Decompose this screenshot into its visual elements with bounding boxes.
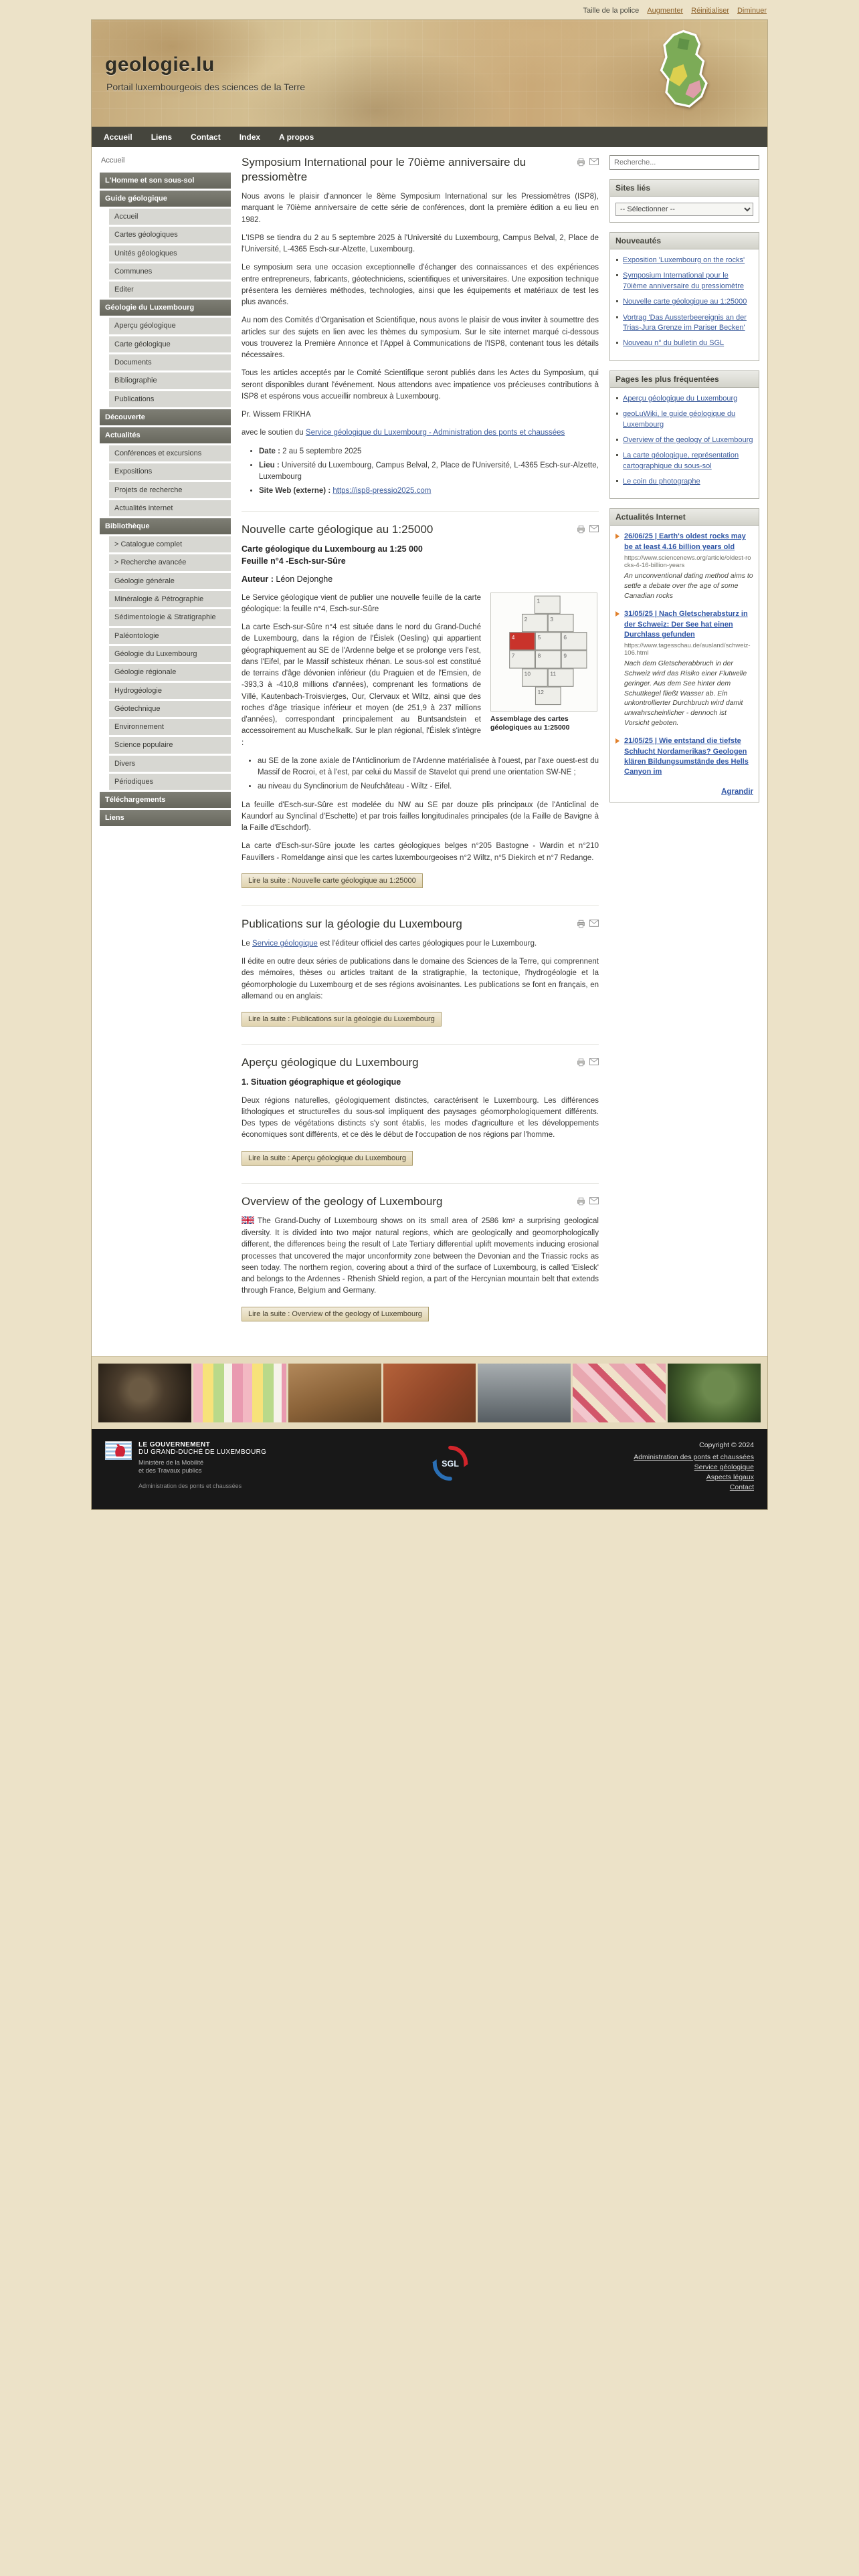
carte-author: Auteur : Léon Dejonghe <box>242 574 333 584</box>
svg-text:1: 1 <box>537 597 541 605</box>
lux-map-icon <box>652 28 725 114</box>
map-assemblage-figure <box>490 593 599 733</box>
print-icon[interactable] <box>577 1197 585 1209</box>
list-item <box>615 255 753 265</box>
nouveautes-box <box>609 232 759 361</box>
pages-frequentees-box <box>609 370 759 500</box>
page-link[interactable]: La carte géologique, représentation cartographique du sous-sol <box>623 451 739 470</box>
left-sidebar <box>100 155 231 828</box>
paragraph: La feuille d'Esch-sur-Sûre est modelée du NW au SE par douze plis principaux (de l'Anticlinal de Kaundorf au Synclinal d'Eschette) et par trois failles longitudinales principales (de la Faille de Bavigne à la Faille d'Eschdorf). <box>242 800 599 833</box>
breadcrumb-home[interactable]: Accueil <box>101 156 125 165</box>
news-headline-link[interactable]: 26/06/25 | Earth's oldest rocks may be at least 4.16 billion years old <box>624 532 746 551</box>
sgl-logo <box>431 1444 470 1485</box>
read-more-button[interactable]: Lire la suite : Publications sur la géologie du Luxembourg <box>242 1012 442 1027</box>
carte-subtitle: Carte géologique du Luxembourg au 1:25 000 Feuille n°4 -Esch-sur-Sûre <box>242 544 423 566</box>
article-apercu <box>242 1044 599 1170</box>
sidebar-item-hydrogeologie[interactable]: Hydrogéologie <box>109 683 231 699</box>
article-title[interactable]: Overview of the geology of Luxembourg <box>242 1194 443 1208</box>
sidebar-section-bibliotheque[interactable]: Bibliothèque <box>100 518 231 534</box>
paragraph: Il édite en outre deux séries de publications dans le domaine des Sciences de la Terre, qui comprennent des mémoires, thèses ou articles traitant de la stratigraphie, la tectonique, l'hydrogéologie et la géomorphologie du Luxembourg et de ses régions avoisinantes. Les publications se font en français, en allemand ou en anglais: <box>242 958 599 1000</box>
gov-logo <box>105 1441 132 1490</box>
sidebar-item-mineralogie-petrographie[interactable]: Minéralogie & Pétrographie <box>109 591 231 607</box>
sidebar-item-liens[interactable]: Liens <box>100 810 231 826</box>
sidebar-item-geotechnique[interactable]: Géotechnique <box>109 701 231 717</box>
nav-item-index[interactable]: Index <box>239 132 261 142</box>
bullet: • au SE de la zone axiale de l'Anticlinorium de l'Ardenne matérialisée à l'ouest, par l'axe ouest-est du Massif de Rocroi, et à l'est, par celui du Massif de Stavelot qui prend une orientation SW-NE ; <box>258 756 599 779</box>
read-more-button[interactable]: Lire la suite : Overview of the geology of Luxembourg <box>242 1307 429 1321</box>
svg-text:5: 5 <box>537 633 541 641</box>
list-item <box>615 435 753 445</box>
svg-text:10: 10 <box>524 670 531 677</box>
sidebar-item-telechargements[interactable]: Téléchargements <box>100 792 231 808</box>
gov-block <box>105 1441 266 1490</box>
sidebar-item-documents[interactable]: Documents <box>109 354 231 370</box>
main-nav <box>92 127 767 147</box>
sidebar-item-periodiques[interactable]: Périodiques <box>109 774 231 790</box>
svg-text:9: 9 <box>563 651 567 659</box>
footer-link-administration[interactable]: Administration des ponts et chaussées <box>634 1453 754 1461</box>
paragraph: La carte d'Esch-sur-Sûre jouxte les cartes géologiques belges n°205 Bastogne - Wardin et n°210 Fauvillers - Romeldange ainsi que les cartes luxembourgeoises n°2 Wiltz, n°5 Diekirch et n°7 Redange. <box>242 842 599 862</box>
strip-photo-gray-rocks <box>478 1364 571 1422</box>
paragraph: Le symposium sera une occasion exceptionnelle d'échanger des connaissances et des expériences entre entrepreneurs, fabricants, géotechniciens, scientifiques et universitaires. Une exposition technique présentera les dernières méthodes, technologies, ainsi que les équipements et matériaux de test les plus avancés. <box>242 263 599 307</box>
email-icon[interactable] <box>589 525 599 537</box>
nouveaute-link[interactable]: Nouveau n° du bulletin du SGL <box>623 339 725 348</box>
nouveaute-link[interactable]: Nouvelle carte géologique au 1:25000 <box>623 298 747 306</box>
sidebar-item-science-populaire[interactable]: Science populaire <box>109 737 231 753</box>
read-more-button[interactable]: Lire la suite : Nouvelle carte géologique au 1:25000 <box>242 873 423 888</box>
print-icon[interactable] <box>577 525 585 537</box>
svg-text:7: 7 <box>511 651 515 659</box>
sidebar-item-paleontologie[interactable]: Paléontologie <box>109 628 231 644</box>
font-size-label: Taille de la police <box>583 7 640 15</box>
email-icon[interactable] <box>589 920 599 932</box>
list-item <box>615 394 753 404</box>
email-icon[interactable] <box>589 158 599 185</box>
bullet: • au niveau du Synclinorium de Neufchâteau - Wiltz - Eifel. <box>258 781 599 792</box>
strip-photo-fossil <box>98 1364 191 1422</box>
print-icon[interactable] <box>577 1058 585 1070</box>
news-entry <box>615 532 753 601</box>
box-title: Sites liés <box>610 180 759 197</box>
sidebar-item-bibliographie[interactable]: Bibliographie <box>109 372 231 389</box>
detail-lieu: • Lieu : Université du Luxembourg, Campus Belval, 2, Place de l'Université, L-4365 Esch-sur-Alzette, Luxembourg <box>259 460 599 484</box>
footer-link-contact[interactable]: Contact <box>729 1483 754 1491</box>
main-column <box>239 155 601 1339</box>
news-summary: Nach dem Gletscherabbruch in der Schweiz wird das Risiko einer Flutwelle geringer. Aus dem See hinter dem Schuttkegel fließt Wasser ab. Ein unkontrollierter Durchbruch wird damit unwahrscheinlicher - dennoch ist Vorsicht geboten. <box>624 659 747 727</box>
strip-photo-red-rocks <box>383 1364 476 1422</box>
article-title[interactable]: Nouvelle carte géologique au 1:25000 <box>242 522 434 536</box>
sidebar-item-communes[interactable]: Communes <box>109 263 231 280</box>
site-title: geologie.lu <box>105 53 215 76</box>
paragraph: La carte Esch-sur-Sûre n°4 est située dans le nord du Grand-Duché de Luxembourg, dans la région de l'Éislek (Oesling) qui appartient géographiquement au SE de l'Ardenne belge et se prolonge vers l'est, dans l'Eifel, par le Massif schisteux rhénan. Le sous-sol est constitué de terrains d'âge dévonien inférieur (du Praguien et de l'Emsien, de -393,3 à -410,8 millions d'années), comprenant les formations de Villé, Kautenbach-Troisvierges, Our, Clervaux et Wiltz, ainsi que des roches d'âge triasique inférieur et moyen (de 251,9 à 237 millions d'années), correspondant principalement au Buntsandstein et accessoirement au Muschelkalk. Sur le plan régional, l'Éislek s'intègre : <box>242 623 481 747</box>
figure-caption: Assemblage des cartes géologiques au 1:25000 <box>490 714 570 732</box>
svg-text:8: 8 <box>537 651 541 659</box>
agrandir-row <box>615 786 753 796</box>
news-arrow-icon <box>615 611 619 617</box>
nouveautes-list <box>615 255 753 349</box>
svg-text:6: 6 <box>563 633 567 641</box>
article-title[interactable]: Aperçu géologique du Luxembourg <box>242 1056 419 1069</box>
paragraph: Deux régions naturelles, géologiquement distinctes, caractérisent le Luxembourg. Les différences lithologiques et structurelles du sous-sol impliquent des paysages géomorphologiquement différents. Des types de végétations distincts s'y sont établis, les modes d'agriculture et les développements économiques sont différents, et ce dès le début de l'occupation de nos régions par l'homme. <box>242 1096 599 1140</box>
news-entry <box>615 609 753 728</box>
sidebar-item-unites-geologiques[interactable]: Unités géologiques <box>109 245 231 261</box>
strip-photo-earth <box>288 1364 381 1422</box>
article-title[interactable]: Symposium International pour le 70ième anniversaire du pressiomètre <box>242 156 527 184</box>
sidebar-item-homme-sous-sol[interactable]: L'Homme et son sous-sol <box>100 173 231 189</box>
paragraph: Le Service géologique est l'éditeur officiel des cartes géologiques pour le Luxembourg. <box>242 939 537 948</box>
font-decrease-link[interactable]: Diminuer <box>737 7 767 15</box>
sidebar-section-guide-geologique[interactable]: Guide géologique <box>100 191 231 207</box>
article-actions <box>577 1194 599 1209</box>
search-input[interactable] <box>609 155 759 170</box>
sidebar-item-catalogue-complet[interactable]: > Catalogue complet <box>109 536 231 552</box>
font-reset-link[interactable]: Réinitialiser <box>691 7 729 15</box>
support-line: avec le soutien du Service géologique du Luxembourg - Administration des ponts et chaussées <box>242 429 565 437</box>
email-icon[interactable] <box>589 1197 599 1209</box>
footer <box>92 1429 767 1509</box>
read-more-button[interactable]: Lire la suite : Aperçu géologique du Luxembourg <box>242 1151 413 1166</box>
sites-lies-box <box>609 179 759 223</box>
copyright: Copyright © 2024 <box>699 1440 754 1449</box>
nouveaute-link[interactable]: Vortrag 'Das Aussterbeereignis an der Trias-Jura Grenze im Pariser Becken' <box>623 313 747 332</box>
svg-text:11: 11 <box>550 670 557 677</box>
font-increase-link[interactable]: Augmenter <box>647 7 684 15</box>
news-summary: An unconventional dating method aims to settle a debate over the age of some Canadian rocks <box>624 572 753 600</box>
list-item <box>615 477 753 487</box>
nav-item-accueil[interactable]: Accueil <box>104 132 132 142</box>
carte-bullets <box>258 756 599 793</box>
list-item <box>615 451 753 471</box>
sidebar-item-geologie-du-luxembourg[interactable]: Géologie du Luxembourg <box>109 646 231 662</box>
site-container <box>91 19 768 1510</box>
nav-item-a-propos[interactable]: A propos <box>279 132 314 142</box>
box-title: Pages les plus fréquentées <box>610 371 759 388</box>
sidebar-item-environnement[interactable]: Environnement <box>109 719 231 735</box>
paragraph-with-flag: The Grand-Duchy of Luxembourg shows on its small area of 2586 km² a surprising geological diversity. It is divided into two major natural regions, which are geologically and geomorphologically different, the differences being the result of Late Tertiary differential uplift movements inducing erosional processes that uncovered the major unconformity zone between the Devonian and the Triassic rocks as seen today. The northern region, covering about a third of the surface of Luxembourg, is called 'Eisleck' and belongs to the Ardennes - Rhenish Shield region, a part of the Hercynian mountain belt that extends through France, Belgium and Germany. <box>242 1216 599 1295</box>
sidebar-item-geologie-regionale[interactable]: Géologie régionale <box>109 664 231 680</box>
print-icon[interactable] <box>577 158 585 185</box>
font-size-controls <box>91 4 768 19</box>
list-item <box>615 409 753 430</box>
article-actions <box>577 522 599 537</box>
list-item <box>615 313 753 334</box>
gov-text: LE GOUVERNEMENT DU GRAND-DUCHÉ DE LUXEMBOURG Ministère de la Mobilité et des Travaux publics Administration des ponts et chaussées <box>138 1440 267 1490</box>
list-item <box>615 297 753 307</box>
sidebar-item-carte-geologique[interactable]: Carte géologique <box>109 336 231 352</box>
article-actions <box>577 917 599 932</box>
article-symposium <box>242 155 599 498</box>
nav-item-contact[interactable]: Contact <box>191 132 221 142</box>
news-url: https://www.tagesschau.de/ausland/schweiz-106.html <box>624 642 751 657</box>
strip-photo-pink-map <box>573 1364 666 1422</box>
paragraph: Le Service géologique vient de publier une nouvelle feuille de la carte géologique: la feuille n°4, Esch-sur-Sûre <box>242 593 481 613</box>
service-geologique-link[interactable]: Service géologique <box>252 939 318 948</box>
pages-list <box>615 394 753 488</box>
sidebar-section-actualites[interactable]: Actualités <box>100 427 231 443</box>
photo-strip <box>92 1356 767 1429</box>
footer-link-aspects-legaux[interactable]: Aspects légaux <box>706 1473 754 1481</box>
strip-photo-geological-map <box>193 1364 286 1422</box>
news-arrow-icon <box>615 534 619 539</box>
svg-text:3: 3 <box>550 615 554 623</box>
sidebar-item-divers[interactable]: Divers <box>109 756 231 772</box>
sidebar-item-recherche-avancee[interactable]: > Recherche avancée <box>109 554 231 570</box>
sidebar-item-conferences-excursions[interactable]: Conférences et excursions <box>109 445 231 461</box>
sidebar-section-geologie-luxembourg[interactable]: Géologie du Luxembourg <box>100 300 231 316</box>
nouveaute-link[interactable]: Exposition 'Luxembourg on the rocks' <box>623 256 745 264</box>
sites-lies-select[interactable] <box>615 203 753 216</box>
article-overview <box>242 1183 599 1325</box>
svg-text:SGL: SGL <box>441 1459 459 1469</box>
right-sidebar <box>609 155 759 812</box>
list-item <box>615 271 753 292</box>
uk-flag-icon <box>242 1216 254 1228</box>
news-arrow-icon <box>615 738 619 744</box>
detail-website: • Site Web (externe) : https://isp8-pressio2025.com <box>259 486 599 498</box>
event-details <box>259 446 599 498</box>
svg-text:4: 4 <box>511 633 515 641</box>
footer-link-service-geologique[interactable]: Service géologique <box>694 1463 754 1471</box>
apercu-subtitle: 1. Situation géographique et géologique <box>242 1077 401 1087</box>
article-title[interactable]: Publications sur la géologie du Luxembourg <box>242 917 462 930</box>
list-item <box>615 338 753 348</box>
nouveaute-link[interactable]: Symposium International pour le 70ième anniversaire du pressiomètre <box>623 272 744 290</box>
gov-admin: Administration des ponts et chaussées <box>138 1483 242 1490</box>
svg-text:12: 12 <box>537 688 544 695</box>
strip-photo-forest <box>668 1364 761 1422</box>
signature: Pr. Wissem FRIKHA <box>242 411 311 419</box>
page <box>91 0 768 1510</box>
page-link[interactable]: geoLuWiki, le guide géologique du Luxembourg <box>623 410 736 429</box>
news-url: https://www.sciencenews.org/article/oldest-rocks-4-16-billion-years <box>624 554 751 570</box>
paragraph: L'ISP8 se tiendra du 2 au 5 septembre 2025 à l'Université du Luxembourg, Campus Belval, 2, Place de l'Université, L-4365 Esch-sur-Alzette, Luxembourg. <box>242 233 599 254</box>
svg-text:2: 2 <box>524 615 528 623</box>
email-icon[interactable] <box>589 1058 599 1070</box>
sidebar-item-apercu-geologique[interactable]: Aperçu géologique <box>109 318 231 334</box>
page-link[interactable]: Aperçu géologique du Luxembourg <box>623 394 738 403</box>
agrandir-link[interactable]: Agrandir <box>721 787 753 796</box>
sidebar-item-decouverte[interactable]: Découverte <box>100 409 231 425</box>
paragraph: Nous avons le plaisir d'annoncer le 8ème Symposium International sur les Pressiomètres (ISP8), marquant le 70ième anniversaire de cette série de conférences, dont la première édition a eu lieu en 1982. <box>242 193 599 224</box>
news-headline-link[interactable]: 31/05/25 | Nach Gletscherabsturz in der Schweiz: Der See hat einen Durchlass gefunden <box>624 610 748 639</box>
sidebar-item-sedimentologie-stratigraphie[interactable]: Sédimentologie & Stratigraphie <box>109 609 231 625</box>
map-assemblage-image[interactable] <box>490 593 597 712</box>
symposium-website-link[interactable]: https://isp8-pressio2025.com <box>332 487 432 496</box>
content-area <box>92 147 767 1356</box>
sidebar-item-expositions[interactable]: Expositions <box>109 463 231 479</box>
news-entry <box>615 736 753 778</box>
news-headline-link[interactable]: 21/05/25 | Wie entstand die tiefste Schlucht Nordamerikas? Geologen klären Bildungsumstände des Hells Canyon im <box>624 737 749 776</box>
detail-date: • Date : 2 au 5 septembre 2025 <box>259 446 599 458</box>
paragraph: Tous les articles acceptés par le Comité Scientifique seront publiés dans les Actes du Symposium, qui seront disponibles durant l'événement. Nous attendons avec impatience vos précieuses contributions à ISP8 et espérons vous accueillir nombreux à Luxembourg. <box>242 369 599 401</box>
article-actions <box>577 1055 599 1070</box>
page-link[interactable]: Le coin du photographe <box>623 477 700 486</box>
page-link[interactable]: Overview of the geology of Luxembourg <box>623 435 753 444</box>
article-carte <box>242 511 599 892</box>
nav-item-liens[interactable]: Liens <box>151 132 173 142</box>
box-title: Nouveautés <box>610 233 759 249</box>
sidebar-item-publications[interactable]: Publications <box>109 391 231 407</box>
sidebar-item-editer[interactable]: Editer <box>109 282 231 298</box>
breadcrumb <box>100 155 231 173</box>
sidebar-item-cartes-geologiques[interactable]: Cartes géologiques <box>109 227 231 243</box>
print-icon[interactable] <box>577 920 585 932</box>
service-geologique-link[interactable]: Service géologique du Luxembourg - Administration des ponts et chaussées <box>305 429 565 437</box>
site-header <box>92 20 767 127</box>
box-title: Actualités Internet <box>610 509 759 526</box>
site-subtitle: Portail luxembourgeois des sciences de la Terre <box>106 82 306 92</box>
sidebar-item-accueil[interactable]: Accueil <box>109 209 231 225</box>
actualites-internet-box <box>609 508 759 802</box>
article-publications <box>242 905 599 1031</box>
sidebar-item-geologie-generale[interactable]: Géologie générale <box>109 573 231 589</box>
sidebar-item-projets-recherche[interactable]: Projets de recherche <box>109 482 231 498</box>
sidebar-item-actualites-internet[interactable]: Actualités internet <box>109 500 231 516</box>
paragraph: Au nom des Comités d'Organisation et Scientifique, nous avons le plaisir de vous inviter à soumettre des articles sur des sujets en lien avec les thèmes du symposium. Sur le site internet marqué ci-dessous vous trouverez la Première Annonce et l'Appel à Communications de l'ISP8, contenant tous les détails nécessaires. <box>242 316 599 360</box>
footer-links <box>634 1441 754 1493</box>
article-actions <box>577 155 599 185</box>
